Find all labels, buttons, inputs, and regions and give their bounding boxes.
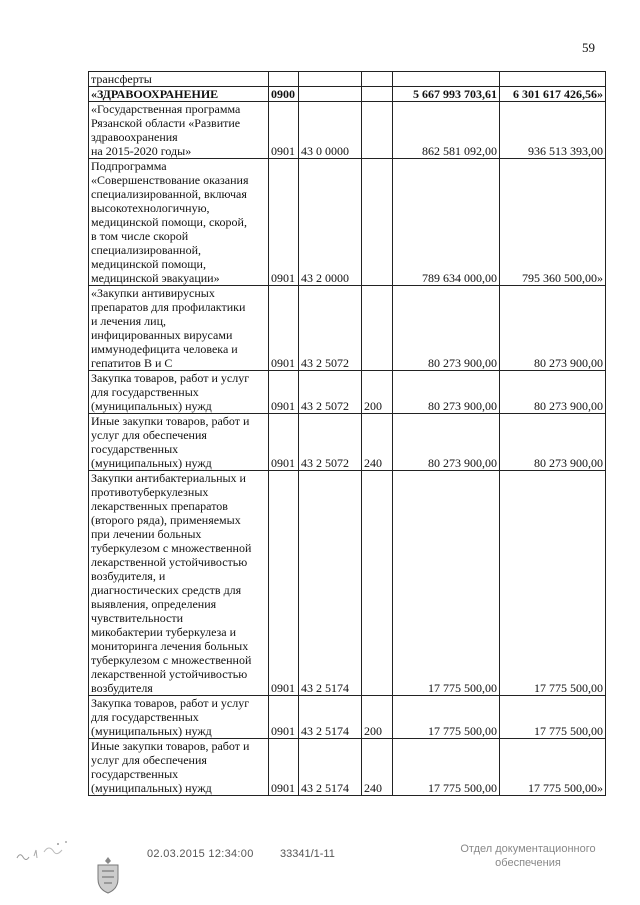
cell-section-code: 0900	[269, 87, 299, 102]
cell-target-code: 43 2 5174	[299, 696, 362, 739]
cell-name: «ЗДРАВООХРАНЕНИЕ	[89, 87, 269, 102]
handwritten-mark	[14, 838, 84, 868]
cell-expense-type	[362, 159, 393, 286]
cell-name: Иные закупки товаров, работ и услуг для обеспечения государственных (муниципальных) нужд	[89, 414, 269, 471]
cell-expense-type	[362, 102, 393, 159]
cell-section-code: 0901	[269, 159, 299, 286]
cell-name: Закупка товаров, работ и услуг для государственных (муниципальных) нужд	[89, 371, 269, 414]
cell-section-code	[269, 72, 299, 87]
cell-amount-2015: 80 273 900,00	[393, 371, 500, 414]
cell-amount-2015: 17 775 500,00	[393, 739, 500, 796]
table-row	[89, 72, 606, 87]
cell-expense-type: 240	[362, 414, 393, 471]
cell-expense-type: 240	[362, 739, 393, 796]
cell-amount-2015: 789 634 000,00	[393, 159, 500, 286]
table-row	[89, 102, 606, 159]
cell-amount-2015: 17 775 500,00	[393, 471, 500, 696]
cell-name: Подпрограмма «Совершенствование оказания специализированной, включая высокотехнологичную, медицинской помощи, скорой, в том числе скорой специализированной, медицинской помощи, медицинской эвакуации»	[89, 159, 269, 286]
cell-target-code: 43 2 5072	[299, 414, 362, 471]
cell-section-code: 0901	[269, 286, 299, 371]
cell-amount-2016: 936 513 393,00	[500, 102, 606, 159]
cell-target-code	[299, 87, 362, 102]
cell-amount-2016: 17 775 500,00	[500, 696, 606, 739]
cell-amount-2015: 17 775 500,00	[393, 696, 500, 739]
department-stamp-line2: обеспечения	[495, 857, 561, 869]
cell-amount-2015	[393, 72, 500, 87]
cell-section-code: 0901	[269, 371, 299, 414]
cell-name: трансферты	[89, 72, 269, 87]
cell-amount-2015: 5 667 993 703,61	[393, 87, 500, 102]
table-row	[89, 471, 606, 696]
cell-expense-type	[362, 87, 393, 102]
cell-name: Закупка товаров, работ и услуг для государственных (муниципальных) нужд	[89, 696, 269, 739]
cell-target-code: 43 2 5174	[299, 471, 362, 696]
cell-expense-type: 200	[362, 371, 393, 414]
budget-table	[88, 71, 606, 796]
cell-amount-2016: 80 273 900,00	[500, 286, 606, 371]
table-row	[89, 371, 606, 414]
cell-amount-2016: 795 360 500,00»	[500, 159, 606, 286]
cell-section-code: 0901	[269, 102, 299, 159]
cell-amount-2016: 80 273 900,00	[500, 414, 606, 471]
cell-amount-2016: 80 273 900,00	[500, 371, 606, 414]
cell-name: Закупки антибактериальных и противотуберкулезных лекарственных препаратов (второго ряда), применяемых при лечении больных туберкулезом с множественной лекарственной устойчивостью возбудителя, и диагностических средств для выявления, определения чувствительности микобактерии туберкулеза и мониторинга лечения больных туберкулезом с множественной лекарственной устойчивостью возбудителя	[89, 471, 269, 696]
cell-target-code: 43 2 5174	[299, 739, 362, 796]
cell-name: «Государственная программа Рязанской области «Развитие здравоохранения на 2015-2020 годы»	[89, 102, 269, 159]
cell-target-code: 43 2 5072	[299, 371, 362, 414]
coat-of-arms-emblem	[92, 855, 124, 895]
cell-expense-type: 200	[362, 696, 393, 739]
table-row	[89, 159, 606, 286]
cell-expense-type	[362, 286, 393, 371]
table-row	[89, 696, 606, 739]
cell-amount-2016	[500, 72, 606, 87]
cell-section-code: 0901	[269, 471, 299, 696]
cell-amount-2016: 17 775 500,00»	[500, 739, 606, 796]
cell-target-code: 43 2 0000	[299, 159, 362, 286]
cell-amount-2015: 80 273 900,00	[393, 414, 500, 471]
document-id: 33341/1-11	[280, 848, 335, 860]
page-number: 59	[582, 40, 595, 55]
cell-expense-type	[362, 471, 393, 696]
cell-target-code: 43 0 0000	[299, 102, 362, 159]
table-row	[89, 414, 606, 471]
cell-amount-2015: 862 581 092,00	[393, 102, 500, 159]
cell-section-code: 0901	[269, 739, 299, 796]
cell-section-code: 0901	[269, 414, 299, 471]
table-row	[89, 739, 606, 796]
department-stamp-line1: Отдел документационного	[460, 843, 596, 855]
cell-name: Иные закупки товаров, работ и услуг для обеспечения государственных (муниципальных) нужд	[89, 739, 269, 796]
budget-table-body	[89, 72, 606, 796]
cell-expense-type	[362, 72, 393, 87]
cell-target-code	[299, 72, 362, 87]
table-row	[89, 87, 606, 102]
cell-target-code: 43 2 5072	[299, 286, 362, 371]
cell-amount-2015: 80 273 900,00	[393, 286, 500, 371]
cell-amount-2016: 6 301 617 426,56»	[500, 87, 606, 102]
table-row	[89, 286, 606, 371]
cell-name: «Закупки антивирусных препаратов для профилактики и лечения лиц, инфицированных вирусами иммунодефицита человека и гепатитов В и С	[89, 286, 269, 371]
document-timestamp: 02.03.2015 12:34:00	[147, 848, 254, 860]
cell-amount-2016: 17 775 500,00	[500, 471, 606, 696]
department-stamp	[448, 842, 608, 870]
cell-section-code: 0901	[269, 696, 299, 739]
